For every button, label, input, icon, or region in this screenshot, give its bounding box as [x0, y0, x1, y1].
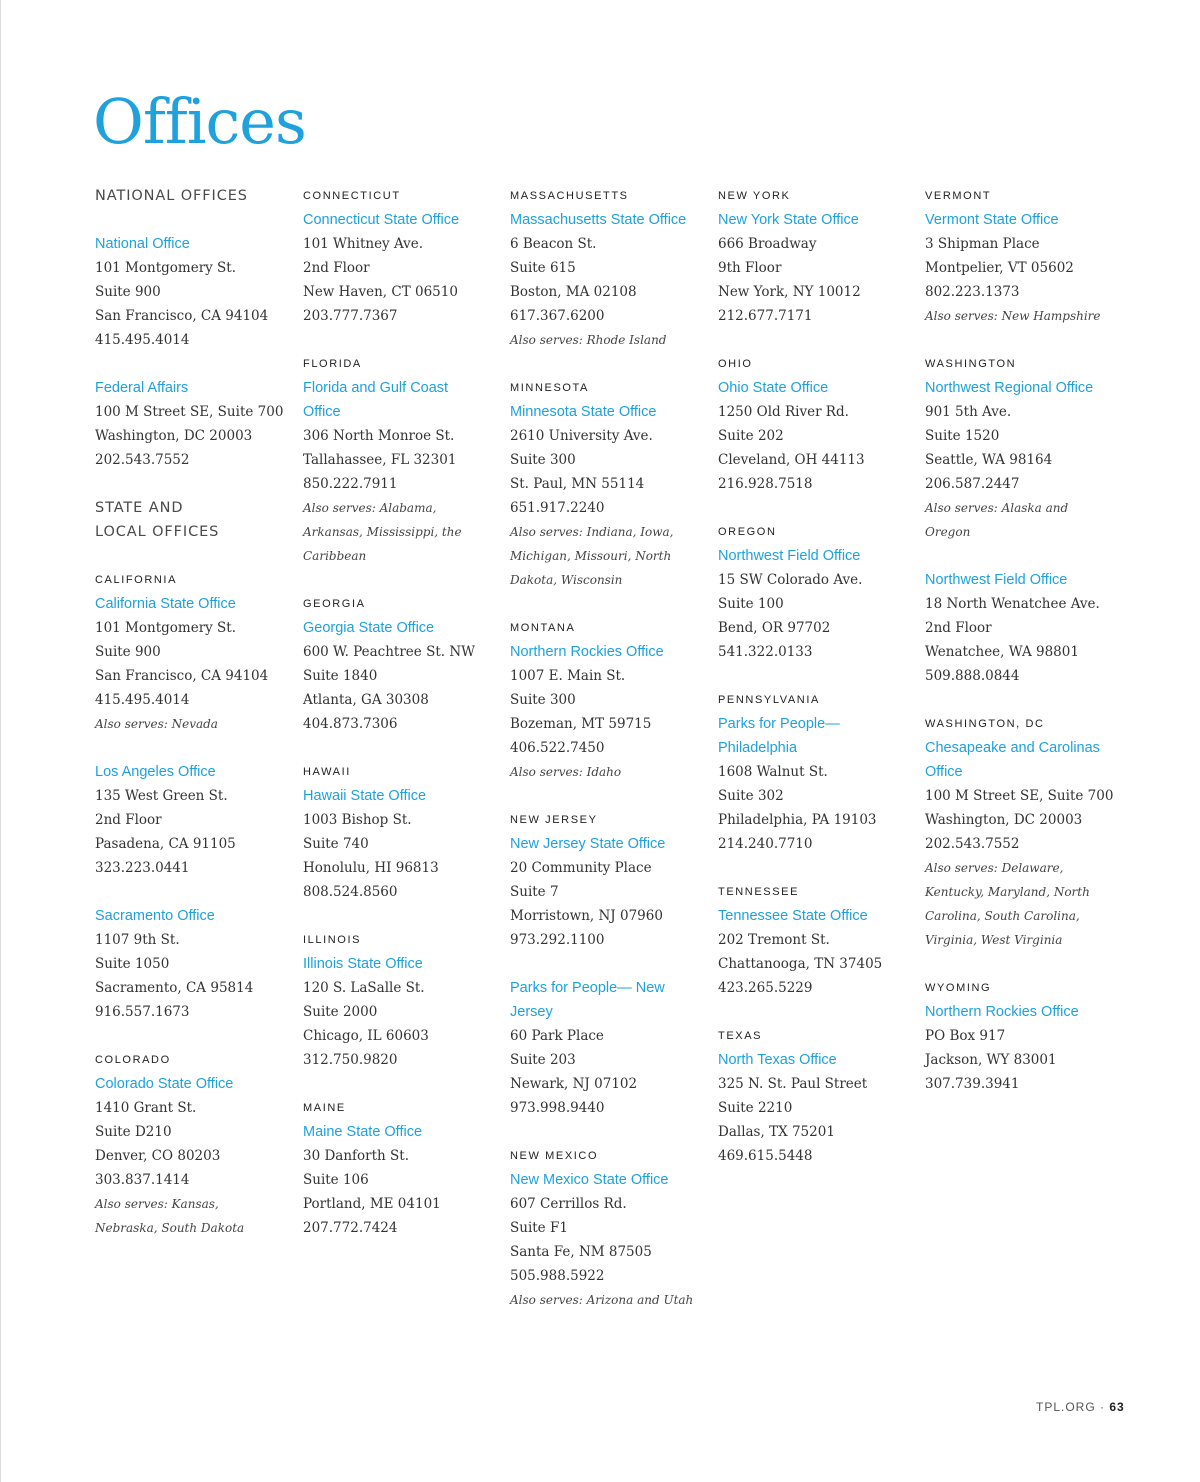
address-line: Tallahassee, FL 32301	[303, 452, 457, 468]
office-entry	[510, 1144, 710, 1312]
office-entry	[718, 184, 918, 328]
office-entry	[925, 352, 1125, 544]
address-line: Washington, DC 20003	[925, 812, 1083, 828]
state-label: OREGON	[718, 526, 777, 538]
address-line: 600 W. Peachtree St. NW	[303, 644, 476, 660]
address-line: 15 SW Colorado Ave.	[718, 572, 863, 588]
page-edge	[0, 0, 1, 1482]
also-serves-note: Also serves: Arizona and Utah	[510, 1293, 694, 1307]
also-serves-note: Also serves: Indiana, Iowa, Michigan, Missouri, North Dakota, Wisconsin	[510, 525, 674, 587]
address-line: 214.240.7710	[718, 836, 813, 852]
office-entry	[303, 352, 503, 568]
address-line: 1410 Grant St.	[95, 1100, 197, 1116]
state-label: CALIFORNIA	[95, 574, 178, 586]
address-line: 916.557.1673	[95, 1004, 190, 1020]
address-line: 18 North Wenatchee Ave.	[925, 596, 1100, 612]
address-line: 973.292.1100	[510, 932, 605, 948]
state-label: HAWAII	[303, 766, 351, 778]
column-4	[718, 184, 918, 1192]
address-line: 120 S. LaSalle St.	[303, 980, 425, 996]
also-serves-note: Also serves: Alaska and Oregon	[925, 501, 1069, 539]
office-entry	[95, 568, 295, 736]
address-line: 306 North Monroe St.	[303, 428, 455, 444]
office-entry	[95, 376, 295, 472]
address-line: 406.522.7450	[510, 740, 605, 756]
address-line: 415.495.4014	[95, 692, 190, 708]
state-label: WASHINGTON, DC	[925, 718, 1045, 730]
office-name: North Texas Office	[718, 1052, 837, 1068]
address-line: Suite 100	[718, 596, 784, 612]
address-line: Montpelier, VT 05602	[925, 260, 1074, 276]
address-line: 212.677.7171	[718, 308, 813, 324]
address-line: 404.873.7306	[303, 716, 398, 732]
office-entry	[718, 352, 918, 496]
state-label: ILLINOIS	[303, 934, 362, 946]
address-line: Suite 900	[95, 644, 161, 660]
address-line: Seattle, WA 98164	[925, 452, 1053, 468]
state-label: GEORGIA	[303, 598, 366, 610]
address-line: 202.543.7552	[95, 452, 190, 468]
address-line: 2610 University Ave.	[510, 428, 653, 444]
office-entry	[925, 712, 1125, 952]
office-entry	[95, 232, 295, 352]
address-line: Philadelphia, PA 19103	[718, 812, 877, 828]
state-label: MASSACHUSETTS	[510, 190, 629, 202]
address-line: New Haven, CT 06510	[303, 284, 458, 300]
address-line: 2nd Floor	[925, 620, 992, 636]
address-line: PO Box 917	[925, 1028, 1006, 1044]
address-line: 202.543.7552	[925, 836, 1020, 852]
address-line: Suite 740	[303, 836, 369, 852]
state-label: VERMONT	[925, 190, 992, 202]
also-serves-note: Also serves: Alabama, Arkansas, Mississippi, the Caribbean	[303, 501, 462, 563]
state-label: OHIO	[718, 358, 753, 370]
address-line: Boston, MA 02108	[510, 284, 637, 300]
address-line: 2nd Floor	[95, 812, 162, 828]
address-line: Suite 202	[718, 428, 784, 444]
column-2	[303, 184, 503, 1264]
address-line: 651.917.2240	[510, 500, 605, 516]
state-label: MONTANA	[510, 622, 576, 634]
address-line: Bend, OR 97702	[718, 620, 831, 636]
also-serves-note: Also serves: Idaho	[510, 765, 622, 779]
address-line: New York, NY 10012	[718, 284, 861, 300]
office-entry	[510, 616, 710, 784]
address-line: 6 Beacon St.	[510, 236, 597, 252]
column-3	[510, 184, 710, 1336]
address-line: Pasadena, CA 91105	[95, 836, 236, 852]
address-line: Washington, DC 20003	[95, 428, 253, 444]
column-5	[925, 184, 1125, 1120]
office-entry	[718, 520, 918, 664]
also-serves-note: Also serves: Rhode Island	[510, 333, 667, 347]
office-entry	[303, 592, 503, 736]
office-name: Vermont State Office	[925, 212, 1059, 228]
office-entry	[95, 904, 295, 1024]
state-label: PENNSYLVANIA	[718, 694, 820, 706]
office-name: Parks for People— New Jersey	[510, 980, 665, 1020]
office-name: Georgia State Office	[303, 620, 435, 636]
address-line: 216.928.7518	[718, 476, 813, 492]
office-name: Tennessee State Office	[718, 908, 868, 924]
address-line: Cleveland, OH 44113	[718, 452, 865, 468]
address-line: 60 Park Place	[510, 1028, 604, 1044]
address-line: 135 West Green St.	[95, 788, 228, 804]
address-line: Newark, NJ 07102	[510, 1076, 638, 1092]
state-label: NEW MEXICO	[510, 1150, 599, 1162]
address-line: Suite 7	[510, 884, 559, 900]
address-line: Suite 1050	[95, 956, 170, 972]
office-entry	[95, 760, 295, 880]
state-label: NEW JERSEY	[510, 814, 598, 826]
office-entry	[510, 184, 710, 352]
address-line: 808.524.8560	[303, 884, 398, 900]
address-line: 666 Broadway	[718, 236, 817, 252]
address-line: 100 M Street SE, Suite 700	[925, 788, 1114, 804]
office-name: Maine State Office	[303, 1124, 423, 1140]
address-line: 423.265.5229	[718, 980, 813, 996]
office-name: Sacramento Office	[95, 908, 215, 924]
office-name: Massachusetts State Office	[510, 212, 687, 228]
address-line: 509.888.0844	[925, 668, 1020, 684]
address-line: San Francisco, CA 94104	[95, 668, 269, 684]
state-label: MINNESOTA	[510, 382, 589, 394]
state-label: FLORIDA	[303, 358, 362, 370]
address-line: Suite 302	[718, 788, 784, 804]
address-line: Chattanooga, TN 37405	[718, 956, 883, 972]
address-line: 312.750.9820	[303, 1052, 398, 1068]
address-line: 100 M Street SE, Suite 700	[95, 404, 284, 420]
office-name: Northwest Regional Office	[925, 380, 1094, 396]
address-line: 9th Floor	[718, 260, 782, 276]
address-line: St. Paul, MN 55114	[510, 476, 645, 492]
office-entry	[718, 688, 918, 856]
column-1	[95, 184, 295, 1264]
address-line: 325 N. St. Paul Street	[718, 1076, 868, 1092]
state-label: WASHINGTON	[925, 358, 1017, 370]
also-serves-note: Also serves: Nevada	[95, 717, 218, 731]
address-line: 541.322.0133	[718, 644, 813, 660]
office-entry	[303, 760, 503, 904]
office-name: Florida and Gulf Coast Office	[303, 380, 449, 420]
address-line: 1608 Walnut St.	[718, 764, 828, 780]
address-line: 101 Montgomery St.	[95, 620, 237, 636]
address-line: Suite 1840	[303, 668, 378, 684]
address-line: Suite 900	[95, 284, 161, 300]
address-line: Suite 2210	[718, 1100, 793, 1116]
office-entry	[925, 568, 1125, 688]
state-label: TENNESSEE	[718, 886, 800, 898]
address-line: 1250 Old River Rd.	[718, 404, 849, 420]
address-line: Suite 300	[510, 452, 576, 468]
state-label: COLORADO	[95, 1054, 171, 1066]
page-title: Offices	[93, 85, 306, 158]
address-line: Chicago, IL 60603	[303, 1028, 429, 1044]
office-entry	[925, 976, 1125, 1096]
office-entry	[510, 976, 710, 1120]
office-name: Chesapeake and Carolinas Office	[925, 740, 1100, 780]
also-serves-note: Also serves: New Hampshire	[925, 309, 1101, 323]
address-line: 101 Montgomery St.	[95, 260, 237, 276]
office-name: Northern Rockies Office	[925, 1004, 1079, 1020]
address-line: 307.739.3941	[925, 1076, 1020, 1092]
address-line: 415.495.4014	[95, 332, 190, 348]
address-line: San Francisco, CA 94104	[95, 308, 269, 324]
footer-site: TPL.ORG ·	[1036, 1400, 1106, 1414]
also-serves-note: Also serves: Kansas, Nebraska, South Dakota	[95, 1197, 245, 1235]
address-line: Suite 300	[510, 692, 576, 708]
address-line: Sacramento, CA 95814	[95, 980, 254, 996]
address-line: 202 Tremont St.	[718, 932, 830, 948]
section-heading-national: NATIONAL OFFICES	[95, 188, 248, 204]
office-name: Ohio State Office	[718, 380, 829, 396]
address-line: Suite 615	[510, 260, 576, 276]
address-line: Portland, ME 04101	[303, 1196, 441, 1212]
office-name: Los Angeles Office	[95, 764, 216, 780]
address-line: Denver, CO 80203	[95, 1148, 221, 1164]
address-line: Santa Fe, NM 87505	[510, 1244, 652, 1260]
office-entry	[510, 808, 710, 952]
office-name: Federal Affairs	[95, 380, 189, 396]
address-line: 323.223.0441	[95, 860, 190, 876]
address-line: 101 Whitney Ave.	[303, 236, 424, 252]
address-line: 1107 9th St.	[95, 932, 180, 948]
office-entry	[718, 880, 918, 1000]
address-line: Dallas, TX 75201	[718, 1124, 835, 1140]
office-name: Northwest Field Office	[718, 548, 861, 564]
office-name: New York State Office	[718, 212, 859, 228]
address-line: Atlanta, GA 30308	[303, 692, 429, 708]
address-line: 203.777.7367	[303, 308, 398, 324]
address-line: Suite 106	[303, 1172, 369, 1188]
office-entry	[303, 1096, 503, 1240]
address-line: 1007 E. Main St.	[510, 668, 626, 684]
state-label: MAINE	[303, 1102, 346, 1114]
address-line: Jackson, WY 83001	[925, 1052, 1057, 1068]
address-line: 3 Shipman Place	[925, 236, 1040, 252]
office-entry	[95, 1048, 295, 1240]
office-name: Northern Rockies Office	[510, 644, 664, 660]
office-name: Hawaii State Office	[303, 788, 427, 804]
address-line: Suite 203	[510, 1052, 576, 1068]
office-name: Minnesota State Office	[510, 404, 657, 420]
address-line: 30 Danforth St.	[303, 1148, 409, 1164]
address-line: 850.222.7911	[303, 476, 398, 492]
office-name: Illinois State Office	[303, 956, 423, 972]
address-line: 20 Community Place	[510, 860, 652, 876]
address-line: Honolulu, HI 96813	[303, 860, 439, 876]
address-line: 469.615.5448	[718, 1148, 813, 1164]
address-line: Suite D210	[95, 1124, 172, 1140]
page-footer	[1036, 1400, 1125, 1414]
address-line: Morristown, NJ 07960	[510, 908, 663, 924]
address-line: Wenatchee, WA 98801	[925, 644, 1079, 660]
office-entry	[510, 376, 710, 592]
address-line: 607 Cerrillos Rd.	[510, 1196, 627, 1212]
address-line: Suite F1	[510, 1220, 568, 1236]
office-entry	[303, 184, 503, 328]
office-name: New Mexico State Office	[510, 1172, 669, 1188]
address-line: 617.367.6200	[510, 308, 605, 324]
office-name: Parks for People— Philadelphia	[718, 716, 840, 756]
address-line: 802.223.1373	[925, 284, 1020, 300]
address-line: 505.988.5922	[510, 1268, 605, 1284]
address-line: 901 5th Ave.	[925, 404, 1012, 420]
office-name: New Jersey State Office	[510, 836, 666, 852]
section-heading-state-local: STATE AND LOCAL OFFICES	[95, 500, 220, 540]
address-line: Suite 2000	[303, 1004, 378, 1020]
address-line: 1003 Bishop St.	[303, 812, 412, 828]
address-line: Bozeman, MT 59715	[510, 716, 652, 732]
office-entry	[303, 928, 503, 1072]
office-entry	[925, 184, 1125, 328]
page-number: 63	[1109, 1400, 1125, 1414]
state-label: NEW YORK	[718, 190, 791, 202]
office-name: Colorado State Office	[95, 1076, 234, 1092]
address-line: 207.772.7424	[303, 1220, 398, 1236]
office-name: Connecticut State Office	[303, 212, 460, 228]
office-name: National Office	[95, 236, 190, 252]
office-name: Northwest Field Office	[925, 572, 1068, 588]
address-line: 206.587.2447	[925, 476, 1020, 492]
address-line: 2nd Floor	[303, 260, 370, 276]
office-entry	[718, 1024, 918, 1168]
address-line: 303.837.1414	[95, 1172, 190, 1188]
state-label: CONNECTICUT	[303, 190, 401, 202]
address-line: 973.998.9440	[510, 1100, 605, 1116]
address-line: Suite 1520	[925, 428, 1000, 444]
office-name: California State Office	[95, 596, 236, 612]
state-label: WYOMING	[925, 982, 992, 994]
also-serves-note: Also serves: Delaware, Kentucky, Maryland, North Carolina, South Carolina, Virginia, West Virginia	[925, 861, 1090, 947]
state-label: TEXAS	[718, 1030, 763, 1042]
